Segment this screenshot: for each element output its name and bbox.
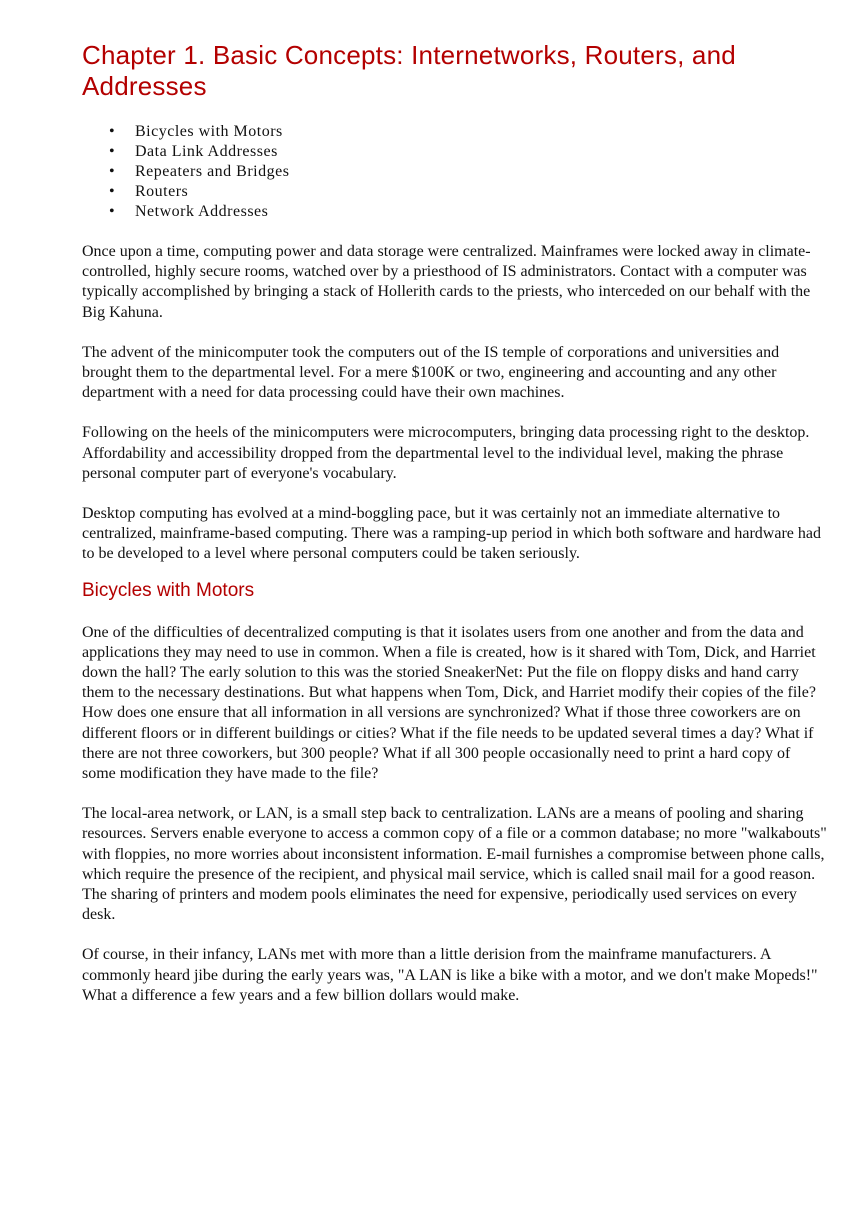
intro-paragraph: Following on the heels of the minicomputers were microcomputers, bringing data processing right to the desktop. Affordability and accessibility dropped from the departmental level to the individual level, making the phrase personal computer part of everyone's vocabulary. — [82, 424, 810, 482]
intro-paragraph: The advent of the minicomputer took the computers out of the IS temple of corporations and universities and brought them to the departmental level. For a mere $100K or two, engineering and accounting and any other department with a need for data processing could have their own machines. — [82, 343, 780, 402]
toc-item[interactable] — [82, 142, 827, 162]
toc-item-label: Bicycles with Motors — [135, 123, 283, 140]
chapter-toc — [82, 122, 827, 222]
toc-item[interactable] — [82, 122, 827, 142]
bullet-icon: • — [109, 163, 116, 180]
toc-item-label: Repeaters and Bridges — [135, 163, 290, 180]
chapter-title: Chapter 1. Basic Concepts: Internetworks, Routers, and Addresses — [82, 40, 736, 101]
toc-item-label: Data Link Addresses — [135, 143, 278, 160]
section-paragraph: The local-area network, or LAN, is a small step back to centralization. LANs are a means of pooling and sharing resources. Servers enable everyone to access a common copy of a file or a common database; no more "walkabouts" with floppies, no more worries about inconsistent information. E-mail furnishes a compromise between phone calls, which require the presence of the recipient, and physical mail service, which is called snail mail for a good reason. The sharing of printers and modem pools eliminates the need for expensive, periodically used services on every desk. — [82, 805, 827, 924]
document-page — [82, 40, 827, 1026]
bullet-icon: • — [109, 203, 116, 220]
toc-item[interactable] — [82, 182, 827, 202]
toc-item-label: Network Addresses — [135, 203, 269, 220]
section-paragraph: One of the difficulties of decentralized computing is that it isolates users from one another and from the data and applications they may need to use in common. When a file is created, how is it shared with Tom, Dick, and Harriet down the hall? The early solution to this was the storied SneakerNet: Put the file on floppy disks and hand carry them to the necessary destinations. But what happens when Tom, Dick, and Harriet modify their copies of the file? How does one ensure that all information in all versions are synchronized? What if those three coworkers are on different floors or in different buildings or cities? What if the file needs to be updated several times a day? What if there are not three coworkers, but 300 people? What if all 300 people occasionally need to print a hard copy of some modification they have made to the file? — [82, 623, 816, 783]
toc-item[interactable] — [82, 162, 827, 182]
section-paragraph: Of course, in their infancy, LANs met with more than a little derision from the mainframe manufacturers. A commonly heard jibe during the early years was, "A LAN is like a bike with a motor, and we don't make Mopeds!" What a difference a few years and a few billion dollars would make. — [82, 946, 818, 1004]
section-title: Bicycles with Motors — [82, 579, 255, 601]
bullet-icon: • — [109, 143, 116, 160]
intro-paragraph: Desktop computing has evolved at a mind-boggling pace, but it was certainly not an immediate alternative to centralized, mainframe-based computing. There was a ramping-up period in which both software and hardware had to be developed to a level where personal computers could be taken seriously. — [82, 505, 821, 563]
intro-paragraph: Once upon a time, computing power and data storage were centralized. Mainframes were locked away in climate-controlled, highly secure rooms, watched over by a priesthood of IS administrators. Contact with a computer was typically accomplished by bringing a stack of Hollerith cards to the priests, who interceded on our behalf with the Big Kahuna. — [82, 243, 811, 321]
toc-item-label: Routers — [135, 183, 189, 200]
toc-item[interactable] — [82, 202, 827, 222]
bullet-icon: • — [109, 183, 116, 200]
bullet-icon: • — [109, 123, 116, 140]
